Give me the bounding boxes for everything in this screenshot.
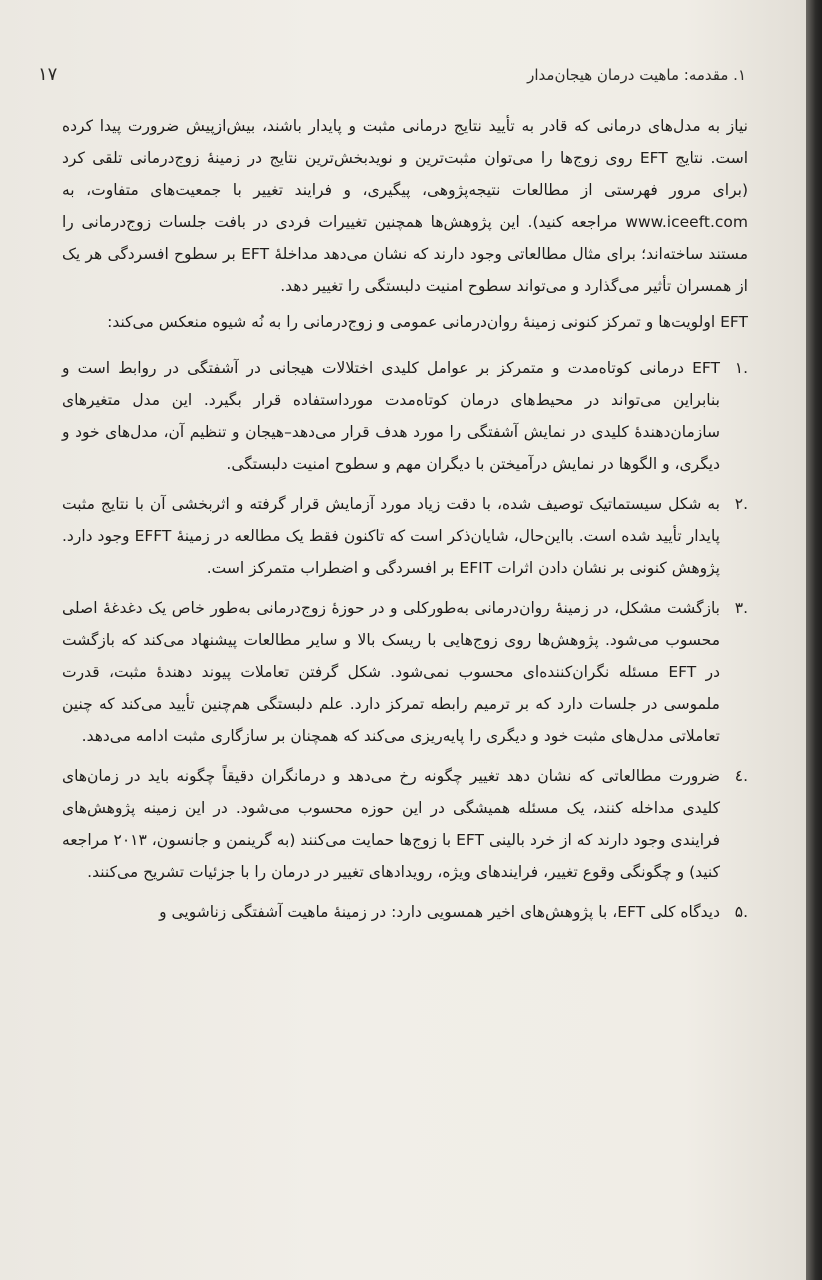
list-item-number: .۲ (734, 495, 748, 513)
intro-paragraph: نیاز به مدل‌های درمانی که قادر به تأیید نتایج درمانی مثبت و پایدار باشند، بیش‌ازپیش ضرورت پیدا کرده است. نتایج EFT روی زوج‌ها را می‌توان مثبت‌ترین و نویدبخش‌ترین نتایج در زمینهٔ زوج‌درمانی تلقی کرد (برای مرور فهرستی از مطالعات نتیجه‌پژوهی، پیگیری، و فرایند تغییر با جمعیت‌های متفاوت، به www.iceeft.com مراجعه کنید). این پژوهش‌ها همچنین تغییرات فردی در بافت جلسات زوج‌درمانی را مستند ساخته‌اند؛ برای مثال مطالعاتی وجود دارند که نشان می‌دهد مداخلهٔ EFT بر سطوح افسردگی هر یک از همسران تأثیر می‌گذارد و می‌تواند سطوح امنیت دلبستگی را تغییر دهد. (62, 117, 748, 295)
list-item (62, 488, 748, 584)
body-text (62, 110, 748, 936)
list-item-text: EFT درمانی کوتاه‌مدت و متمرکز بر عوامل کلیدی اختلالات هیجانی در آشفتگی در روابط است و بنابراین می‌تواند در محیط‌های درمان کوتاه‌مدت مورداستفاده قرار بگیرد. این مدل متغیرهای سازمان‌دهندهٔ کلیدی در نمایش آشفتگی را مورد هدف قرار می‌دهد–هیجان و تنظیم آن، مدل‌های خود و دیگری، و الگوها در نمایش درآمیختن با دیگران مهم و سطوح امنیت دلبستگی. (62, 359, 720, 473)
book-spine (806, 0, 822, 1280)
list-item (62, 352, 748, 480)
numbered-list (62, 352, 748, 928)
list-item-number: .۳ (734, 599, 748, 617)
list-item-number: .۵ (734, 903, 748, 921)
list-item (62, 896, 748, 928)
running-header (38, 62, 746, 92)
list-item-text: بازگشت مشکل، در زمینهٔ روان‌درمانی به‌طورکلی و در حوزهٔ زوج‌درمانی به‌طور خاص یک دغدغهٔ اصلی محسوب می‌شود. پژوهش‌ها روی زوج‌هایی با ریسک بالا و سایر مطالعات پیشنهاد می‌کند که بازگشت در EFT مسئله نگران‌کننده‌ای محسوب نمی‌شود. شکل گرفتن تعاملات پیوند دهندهٔ مثبت، قدرت ملموسی در جلسات دارد که بر ترمیم رابطه تمرکز دارد. علم دلبستگی هم‌چنین تأیید می‌کند که چنین تعاملاتی مدل‌های مثبت خود و دیگری را پایه‌ریزی می‌کند که همچنان بر سازگاری مثبت ادامه می‌دهد. (62, 599, 720, 745)
chapter-title: ۱. مقدمه: ماهیت درمان هیجان‌مدار (527, 66, 746, 84)
intro-paragraph-2: EFT اولویت‌ها و تمرکز کنونی زمینهٔ روان‌درمانی عمومی و زوج‌درمانی را به نُه شیوه منعکس می‌کند: (107, 313, 748, 331)
list-item-text: دیدگاه کلی EFT، با پژوهش‌های اخیر همسویی دارد: در زمینهٔ ماهیت آشفتگی زناشویی و (159, 903, 720, 921)
list-item (62, 592, 748, 752)
page-number: ۱۷ (38, 64, 58, 85)
list-item-number: .۱ (734, 359, 748, 377)
list-item (62, 760, 748, 888)
list-item-number: .٤ (734, 767, 748, 785)
list-item-text: ضرورت مطالعاتی که نشان دهد تغییر چگونه رخ می‌دهد و درمانگران دقیقاً چگونه باید در زمان‌های کلیدی مداخله کنند، یک مسئله همیشگی در این حوزه محسوب می‌شود. در این زمینه پژوهش‌های فرایندی وجود دارند که از خرد بالینی EFT با زوج‌ها حمایت می‌کنند (به گرینمن و جانسون، ۲۰۱۳ مراجعه کنید) و چگونگی وقوع تغییر، فرایندهای ویژه، رویدادهای تغییر در درمان را با جزئیات تشریح می‌کنند. (62, 767, 720, 881)
list-item-text: به شکل سیستماتیک توصیف شده، با دقت زیاد مورد آزمایش قرار گرفته و اثربخشی آن با نتایج مثبت پایدار تأیید شده است. بااین‌حال، شایان‌ذکر است که تاکنون فقط یک مطالعه در زمینهٔ EFFT وجود دارد. پژوهش کنونی بر نشان دادن اثرات EFIT بر افسردگی و اضطراب متمرکز است. (62, 495, 720, 577)
